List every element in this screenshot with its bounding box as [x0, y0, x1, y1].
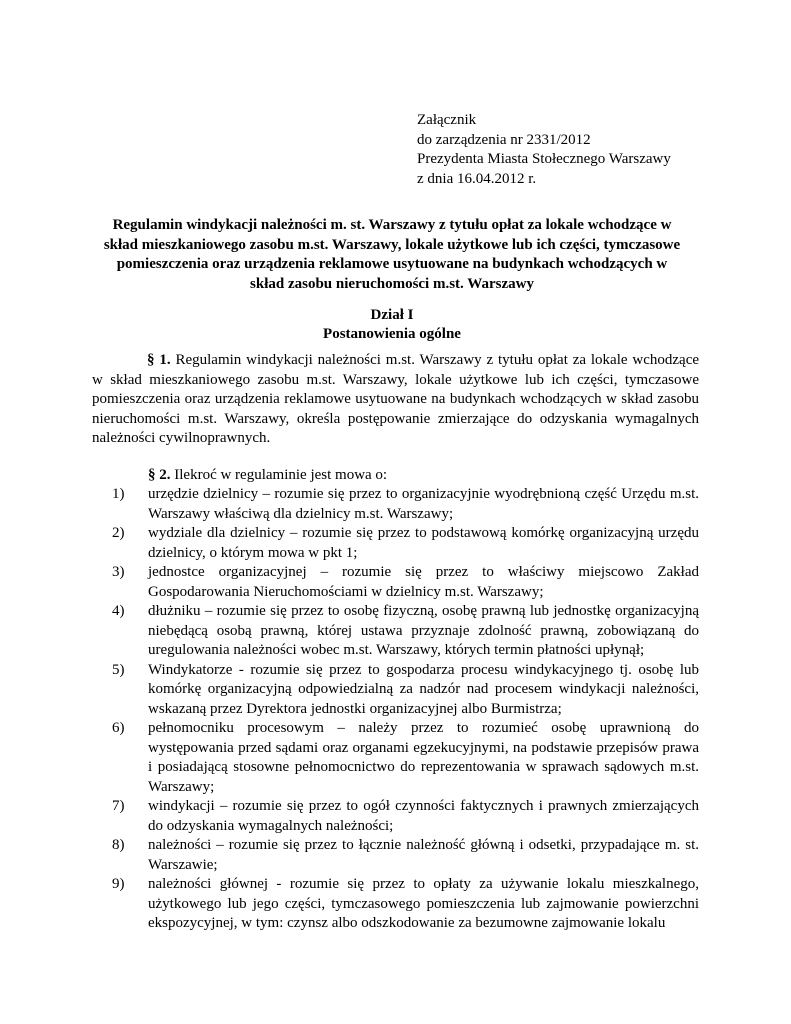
section-label: Dział I: [370, 307, 414, 323]
attachment-header: [417, 111, 671, 189]
item-number: 8): [112, 837, 125, 853]
list-item: [92, 875, 699, 934]
item-text: jednostce organizacyjnej – rozumie się przez to właściwy miejscowo Zakład Gospodarowania Nieruchomościami w dzielnicy m.st. Warszawy;: [148, 564, 699, 600]
list-item: [92, 563, 699, 602]
paragraph-text: Regulamin windykacji należności m.st. Warszawy z tytułu opłat za lokale wchodzące w skład mieszkaniowego zasobu m.st. Warszawy, lokale użytkowe lub ich części, tymczasowe pomieszczenia oraz urządzenia reklamowe usytuowane na budynkach wchodzących w skład zasobu nieruchomości m.st. Warszawy, określa postępowanie zmierzające do odzyskania wymagalnych należności cywilnoprawnych.: [92, 352, 700, 446]
definitions-list: [92, 485, 699, 934]
item-text: dłużniku – rozumie się przez to osobę fizyczną, osobę prawną lub jednostkę organizacyjną niebędącą osobą prawną, której ustawa przyznaje zdolność prawną, zobowiązaną do uregulowania należności wobec m.st. Warszawy, których termin płatności upłynął;: [148, 603, 699, 658]
paragraph-1: [92, 351, 699, 449]
list-item: [92, 661, 699, 720]
item-number: 4): [112, 603, 125, 619]
item-number: 6): [112, 720, 125, 736]
document-title: [90, 216, 694, 294]
list-item: [92, 485, 699, 524]
title-line: pomieszczenia oraz urządzenia reklamowe usytuowane na budynkach wchodzących w: [116, 256, 668, 272]
item-number: 3): [112, 564, 125, 580]
title-line: skład zasobu nieruchomości m.st. Warszawy: [250, 275, 534, 292]
item-text: należności głównej - rozumie się przez to opłaty za używanie lokalu mieszkalnego, użytkowego lub jego części, tymczasowego pomieszczenia lub zajmowanie powierzchni ekspozycyjnej, w tym: czynsz albo odszkodowanie za bezumowne zajmowanie lokalu: [148, 876, 699, 931]
attachment-line: do zarządzenia nr 2331/2012: [417, 131, 591, 148]
attachment-line: Załącznik: [417, 112, 477, 128]
list-item: [92, 797, 699, 836]
paragraph-1-body: [92, 351, 699, 449]
paragraph-mark: § 1.: [147, 352, 171, 368]
section-name: Postanowienia ogólne: [323, 326, 461, 342]
item-text: należności – rozumie się przez to łącznie należność główną i odsetki, przypadające m. st. Warszawie;: [148, 837, 699, 873]
title-line: Regulamin windykacji należności m. st. Warszawy z tytułu opłat za lokale wchodzące w: [112, 217, 672, 233]
item-number: 1): [112, 486, 125, 502]
paragraph-text: Ilekroć w regulaminie jest mowa o:: [174, 467, 388, 483]
item-text: urzędzie dzielnicy – rozumie się przez to organizacyjnie wyodrębnioną część Urzędu m.st. Warszawy właściwą dla dzielnicy m.st. Warszawy;: [148, 486, 699, 522]
list-item: [92, 836, 699, 875]
paragraph-mark: § 2.: [148, 467, 171, 483]
title-line: skład mieszkaniowego zasobu m.st. Warszawy, lokale użytkowe lub ich części, tymczasowe: [103, 236, 681, 253]
item-number: 2): [112, 525, 125, 541]
item-text: windykacji – rozumie się przez to ogół czynności faktycznych i prawnych zmierzających do odzyskania wymagalnych należności;: [148, 798, 699, 834]
item-text: wydziale dla dzielnicy – rozumie się przez to podstawową komórkę organizacyjną urzędu dzielnicy, o którym mowa w pkt 1;: [148, 525, 699, 561]
paragraph-2-intro: [148, 466, 387, 486]
item-number: 5): [112, 661, 125, 678]
list-item: [92, 524, 699, 563]
item-number: 9): [112, 876, 125, 892]
attachment-line: Prezydenta Miasta Stołecznego Warszawy: [417, 151, 671, 167]
item-text: Windykatorze - rozumie się przez to gospodarza procesu windykacyjnego tj. osobę lub komórkę organizacyjną odpowiedzialną za nadzór nad procesem windykacji należności, wskazaną przez Dyrektora jednostki organizacyjnej albo Burmistrza;: [148, 661, 699, 717]
item-number: 7): [112, 798, 125, 814]
attachment-line: z dnia 16.04.2012 r.: [417, 170, 537, 187]
list-item: [92, 602, 699, 661]
list-item: [92, 719, 699, 797]
item-text: pełnomocniku procesowym – należy przez to rozumieć osobę uprawnioną do występowania przed sądami oraz organami egzekucyjnymi, na podstawie przepisów prawa i posiadającą stosowne pełnomocnictwo do reprezentowania w sprawach sądowych m.st. Warszawy;: [148, 720, 699, 795]
